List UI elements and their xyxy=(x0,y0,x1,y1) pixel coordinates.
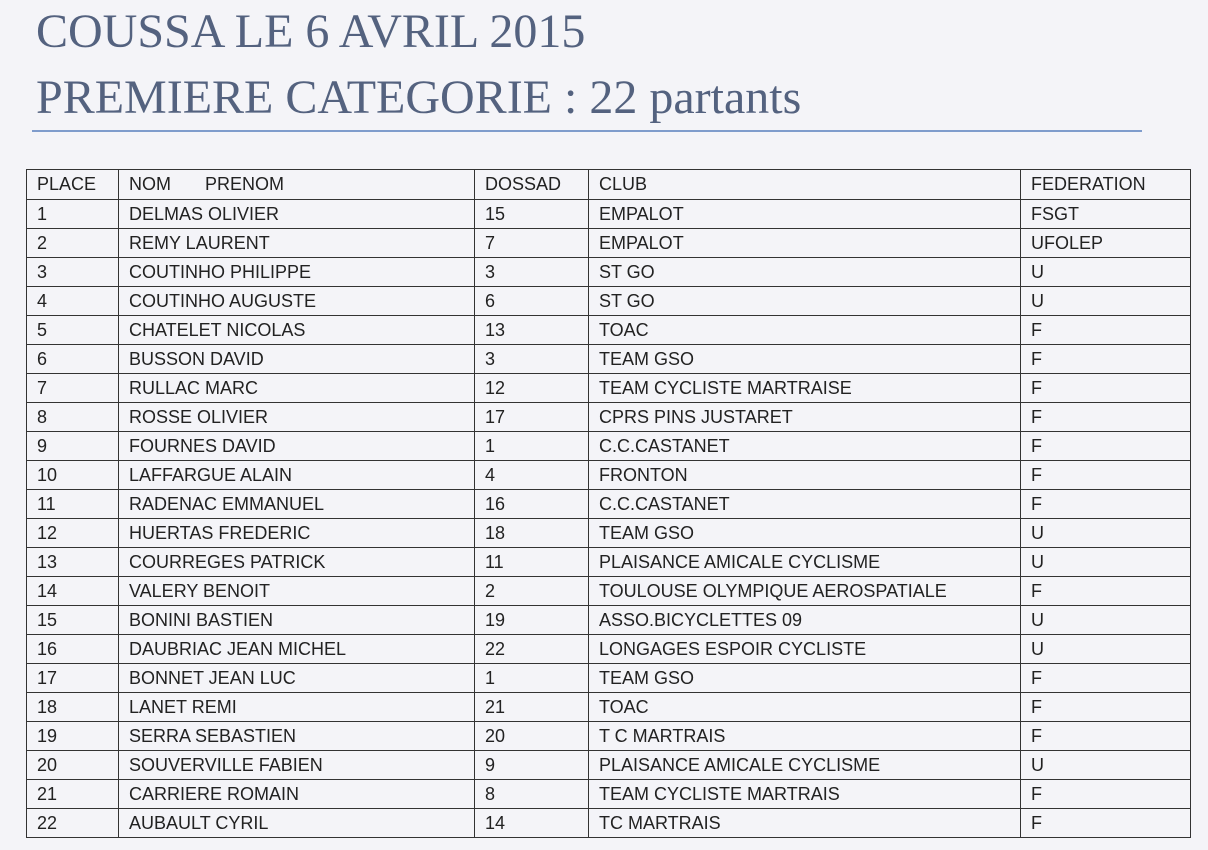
header-nom: NOM xyxy=(129,174,171,194)
cell-federation: F xyxy=(1021,345,1191,374)
cell-name: AUBAULT CYRIL xyxy=(119,809,475,838)
title-divider xyxy=(32,130,1142,132)
cell-name: CARRIERE ROMAIN xyxy=(119,780,475,809)
header-place: PLACE xyxy=(27,170,119,200)
table-row xyxy=(27,461,1191,490)
cell-place: 5 xyxy=(27,316,119,345)
cell-place: 19 xyxy=(27,722,119,751)
table-row xyxy=(27,577,1191,606)
cell-place: 3 xyxy=(27,258,119,287)
cell-dossard: 14 xyxy=(475,809,589,838)
cell-federation: UFOLEP xyxy=(1021,229,1191,258)
cell-name: CHATELET NICOLAS xyxy=(119,316,475,345)
cell-club: TOAC xyxy=(589,316,1021,345)
cell-club: EMPALOT xyxy=(589,200,1021,229)
cell-club: EMPALOT xyxy=(589,229,1021,258)
cell-club: CPRS PINS JUSTARET xyxy=(589,403,1021,432)
cell-club: ST GO xyxy=(589,287,1021,316)
cell-dossard: 15 xyxy=(475,200,589,229)
cell-federation: U xyxy=(1021,635,1191,664)
cell-federation: F xyxy=(1021,577,1191,606)
cell-federation: F xyxy=(1021,374,1191,403)
cell-club: TEAM GSO xyxy=(589,345,1021,374)
cell-federation: U xyxy=(1021,751,1191,780)
cell-name: HUERTAS FREDERIC xyxy=(119,519,475,548)
cell-dossard: 1 xyxy=(475,432,589,461)
cell-club: FRONTON xyxy=(589,461,1021,490)
cell-place: 1 xyxy=(27,200,119,229)
page-title: COUSSA LE 6 AVRIL 2015 xyxy=(36,5,586,58)
cell-name: REMY LAURENT xyxy=(119,229,475,258)
cell-name: RULLAC MARC xyxy=(119,374,475,403)
page-subtitle: PREMIERE CATEGORIE : 22 partants xyxy=(36,71,802,124)
cell-dossard: 16 xyxy=(475,490,589,519)
cell-dossard: 1 xyxy=(475,664,589,693)
cell-place: 21 xyxy=(27,780,119,809)
table-row xyxy=(27,664,1191,693)
cell-club: ASSO.BICYCLETTES 09 xyxy=(589,606,1021,635)
cell-club: TOULOUSE OLYMPIQUE AEROSPATIALE xyxy=(589,577,1021,606)
cell-club: T C MARTRAIS xyxy=(589,722,1021,751)
table-row xyxy=(27,606,1191,635)
header-name xyxy=(119,170,475,200)
cell-dossard: 18 xyxy=(475,519,589,548)
cell-dossard: 2 xyxy=(475,577,589,606)
cell-federation: FSGT xyxy=(1021,200,1191,229)
cell-dossard: 9 xyxy=(475,751,589,780)
cell-club: TOAC xyxy=(589,693,1021,722)
header-federation: FEDERATION xyxy=(1021,170,1191,200)
table-row xyxy=(27,809,1191,838)
cell-dossard: 13 xyxy=(475,316,589,345)
table-row xyxy=(27,519,1191,548)
cell-name: COUTINHO PHILIPPE xyxy=(119,258,475,287)
table-row xyxy=(27,229,1191,258)
cell-dossard: 8 xyxy=(475,780,589,809)
cell-dossard: 19 xyxy=(475,606,589,635)
cell-name: SERRA SEBASTIEN xyxy=(119,722,475,751)
table-row xyxy=(27,345,1191,374)
cell-federation: F xyxy=(1021,316,1191,345)
table-row xyxy=(27,200,1191,229)
cell-name: LAFFARGUE ALAIN xyxy=(119,461,475,490)
cell-dossard: 12 xyxy=(475,374,589,403)
cell-club: C.C.CASTANET xyxy=(589,432,1021,461)
table-row xyxy=(27,258,1191,287)
cell-name: RADENAC EMMANUEL xyxy=(119,490,475,519)
cell-dossard: 3 xyxy=(475,345,589,374)
cell-dossard: 21 xyxy=(475,693,589,722)
table-row xyxy=(27,722,1191,751)
cell-club: PLAISANCE AMICALE CYCLISME xyxy=(589,751,1021,780)
cell-place: 12 xyxy=(27,519,119,548)
cell-name: FOURNES DAVID xyxy=(119,432,475,461)
cell-federation: U xyxy=(1021,258,1191,287)
cell-federation: F xyxy=(1021,664,1191,693)
cell-federation: F xyxy=(1021,722,1191,751)
results-body xyxy=(27,200,1191,838)
cell-name: ROSSE OLIVIER xyxy=(119,403,475,432)
cell-federation: U xyxy=(1021,287,1191,316)
cell-place: 18 xyxy=(27,693,119,722)
header-dossard: DOSSAD xyxy=(475,170,589,200)
cell-name: DELMAS OLIVIER xyxy=(119,200,475,229)
cell-name: SOUVERVILLE FABIEN xyxy=(119,751,475,780)
cell-name: LANET REMI xyxy=(119,693,475,722)
table-row xyxy=(27,316,1191,345)
table-row xyxy=(27,374,1191,403)
cell-place: 15 xyxy=(27,606,119,635)
cell-place: 10 xyxy=(27,461,119,490)
cell-place: 11 xyxy=(27,490,119,519)
cell-place: 20 xyxy=(27,751,119,780)
cell-name: COUTINHO AUGUSTE xyxy=(119,287,475,316)
cell-name: DAUBRIAC JEAN MICHEL xyxy=(119,635,475,664)
cell-federation: F xyxy=(1021,809,1191,838)
cell-dossard: 20 xyxy=(475,722,589,751)
cell-dossard: 3 xyxy=(475,258,589,287)
table-row xyxy=(27,432,1191,461)
cell-club: ST GO xyxy=(589,258,1021,287)
cell-place: 17 xyxy=(27,664,119,693)
header-club: CLUB xyxy=(589,170,1021,200)
cell-place: 22 xyxy=(27,809,119,838)
cell-federation: F xyxy=(1021,432,1191,461)
cell-name: BONINI BASTIEN xyxy=(119,606,475,635)
table-header-row xyxy=(27,170,1191,200)
table-row xyxy=(27,548,1191,577)
results-table xyxy=(26,169,1191,838)
cell-dossard: 4 xyxy=(475,461,589,490)
cell-place: 9 xyxy=(27,432,119,461)
cell-name: COURREGES PATRICK xyxy=(119,548,475,577)
cell-place: 7 xyxy=(27,374,119,403)
table-row xyxy=(27,403,1191,432)
table-row xyxy=(27,287,1191,316)
cell-name: BUSSON DAVID xyxy=(119,345,475,374)
cell-federation: F xyxy=(1021,490,1191,519)
cell-dossard: 22 xyxy=(475,635,589,664)
cell-club: LONGAGES ESPOIR CYCLISTE xyxy=(589,635,1021,664)
cell-place: 14 xyxy=(27,577,119,606)
header-prenom: PRENOM xyxy=(205,174,285,194)
cell-club: PLAISANCE AMICALE CYCLISME xyxy=(589,548,1021,577)
cell-federation: F xyxy=(1021,403,1191,432)
cell-dossard: 6 xyxy=(475,287,589,316)
cell-federation: U xyxy=(1021,606,1191,635)
cell-place: 2 xyxy=(27,229,119,258)
cell-club: TC MARTRAIS xyxy=(589,809,1021,838)
table-row xyxy=(27,780,1191,809)
table-row xyxy=(27,635,1191,664)
cell-federation: F xyxy=(1021,461,1191,490)
cell-federation: U xyxy=(1021,548,1191,577)
cell-place: 13 xyxy=(27,548,119,577)
cell-name: BONNET JEAN LUC xyxy=(119,664,475,693)
table-row xyxy=(27,490,1191,519)
cell-club: TEAM GSO xyxy=(589,519,1021,548)
table-row xyxy=(27,693,1191,722)
cell-name: VALERY BENOIT xyxy=(119,577,475,606)
cell-club: TEAM CYCLISTE MARTRAIS xyxy=(589,780,1021,809)
cell-place: 8 xyxy=(27,403,119,432)
cell-club: TEAM GSO xyxy=(589,664,1021,693)
cell-federation: F xyxy=(1021,693,1191,722)
cell-place: 4 xyxy=(27,287,119,316)
cell-club: TEAM CYCLISTE MARTRAISE xyxy=(589,374,1021,403)
cell-place: 16 xyxy=(27,635,119,664)
cell-place: 6 xyxy=(27,345,119,374)
cell-dossard: 11 xyxy=(475,548,589,577)
cell-dossard: 17 xyxy=(475,403,589,432)
cell-dossard: 7 xyxy=(475,229,589,258)
cell-club: C.C.CASTANET xyxy=(589,490,1021,519)
table-row xyxy=(27,751,1191,780)
cell-federation: F xyxy=(1021,780,1191,809)
cell-federation: U xyxy=(1021,519,1191,548)
